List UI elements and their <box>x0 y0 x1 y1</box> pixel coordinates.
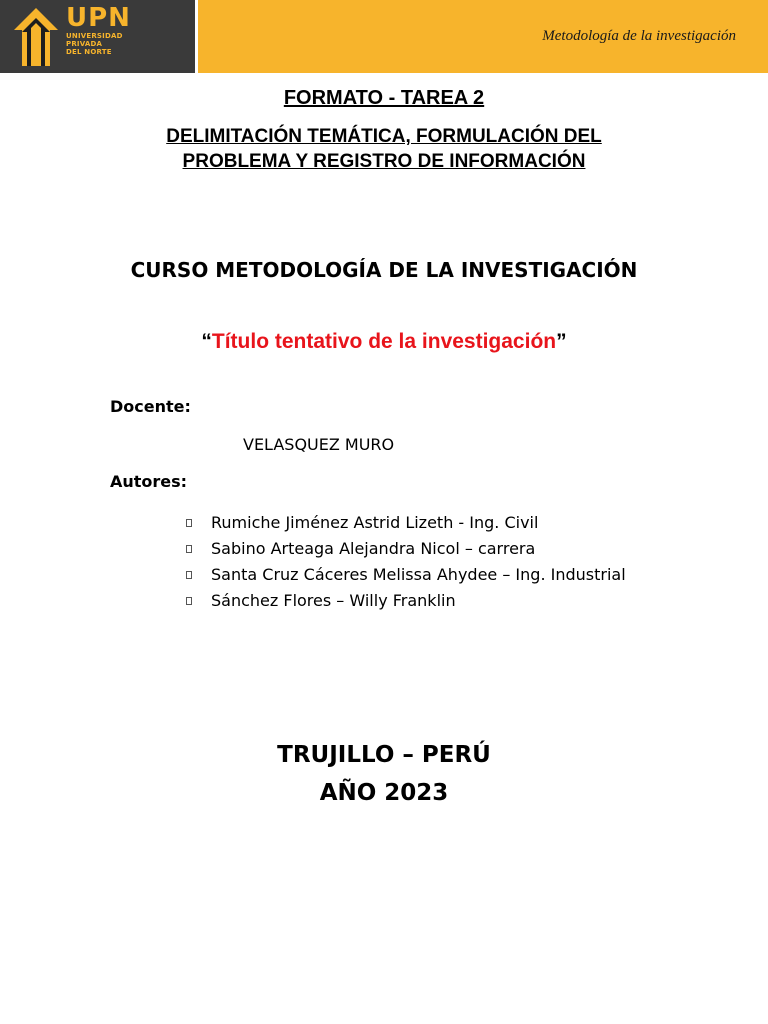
logo-subtitle-line: DEL NORTE <box>66 48 112 56</box>
format-title: FORMATO - TAREA 2 <box>283 87 485 109</box>
authors-list <box>186 510 656 614</box>
bullet-icon <box>186 519 192 527</box>
page-header <box>0 0 768 73</box>
logo-block <box>0 0 195 73</box>
list-item <box>186 588 656 614</box>
research-title <box>0 330 768 354</box>
bullet-icon <box>186 597 192 605</box>
subtitle-line-1: DELIMITACIÓN TEMÁTICA, FORMULACIÓN DEL <box>166 126 602 147</box>
open-quote: “ <box>201 330 212 353</box>
running-title: Metodología de la investigación <box>542 28 736 44</box>
list-item <box>186 562 656 588</box>
city-location: TRUJILLO – PERÚ <box>277 742 491 768</box>
upn-arrow-logo-icon <box>8 6 64 68</box>
course-title: CURSO METODOLOGÍA DE LA INVESTIGACIÓN <box>130 258 638 282</box>
author-name: Rumiche Jiménez Astrid Lizeth - Ing. Civil <box>211 513 539 532</box>
logo-name: UPN <box>66 3 131 33</box>
research-title-text: Título tentativo de la investigación <box>211 330 557 353</box>
bullet-icon <box>186 571 192 579</box>
list-item <box>186 510 656 536</box>
author-name: Sabino Arteaga Alejandra Nicol – carrera <box>211 539 536 558</box>
year: AÑO 2023 <box>319 780 449 806</box>
close-quote: ” <box>556 330 567 353</box>
author-name: Sánchez Flores – Willy Franklin <box>211 591 456 610</box>
subtitle-line-2: PROBLEMA Y REGISTRO DE INFORMACIÓN <box>182 151 586 172</box>
docente-name: VELASQUEZ MURO <box>243 435 395 454</box>
bullet-icon <box>186 545 192 553</box>
header-band <box>198 0 768 73</box>
list-item <box>186 536 656 562</box>
logo-text <box>66 4 186 56</box>
autores-label: Autores: <box>110 472 188 491</box>
document-subtitle <box>0 124 768 174</box>
logo-subtitle-line: UNIVERSIDAD <box>66 32 123 40</box>
logo-subtitle-line: PRIVADA <box>66 40 103 48</box>
author-name: Santa Cruz Cáceres Melissa Ahydee – Ing. Industrial <box>211 565 626 584</box>
docente-label: Docente: <box>110 397 191 416</box>
